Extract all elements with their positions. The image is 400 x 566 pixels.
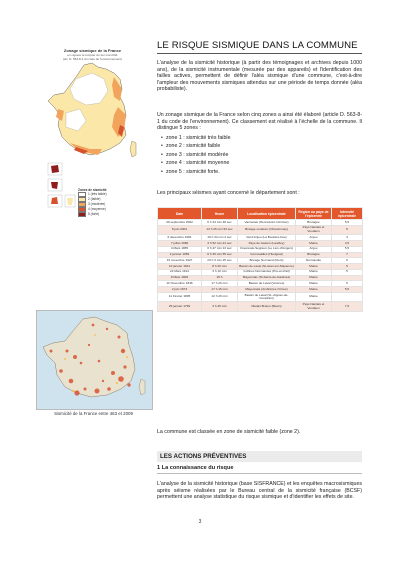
table-header-row xyxy=(158,208,363,220)
page-title: LE RISQUE SISMIQUE DANS LA COMMUNE xyxy=(157,40,358,51)
table-cell: Bassin de Laval (St.-Aignan-de-Couptrain) xyxy=(238,292,296,301)
table-cell: 3 h 10 min xyxy=(202,269,238,275)
table-cell: 8 Mars 1909 xyxy=(158,275,202,281)
table-cell: Bretagne xyxy=(296,220,332,226)
table-cell: 30 septembre 2002 xyxy=(158,220,202,226)
table-row xyxy=(158,302,363,311)
table-cell: 19 h 34 min 4 sec xyxy=(202,235,238,241)
table-cell: 17 h 15 min xyxy=(202,287,238,293)
table-cell: Bretagne xyxy=(296,252,332,258)
zones-list xyxy=(161,134,341,176)
table-cell: Maine xyxy=(296,292,332,301)
table-body xyxy=(158,220,363,312)
table-cell: 5 xyxy=(332,269,363,275)
table-cell: Maine xyxy=(296,281,332,287)
table-cell: 5 xyxy=(332,281,363,287)
table-cell: Anjou xyxy=(296,235,332,241)
list-item: • zone 2 : sismicité faible xyxy=(161,142,341,150)
map-subtitle-2: (art. D. 563-8-1 du code de l'environnement) xyxy=(63,57,122,61)
table-cell: Pays Nantais et Vendéen xyxy=(296,302,332,311)
table-cell: 11 Février 1805 xyxy=(158,292,202,301)
column-header: Date xyxy=(158,208,202,220)
table-cell: 6 h 44 min 48 sec xyxy=(202,220,238,226)
table-cell: Mayennais (Ambrières-Ormes) xyxy=(238,287,296,293)
table-cell: 0 h 47 min 13 sec xyxy=(202,246,238,252)
earthquakes-intro: Les principaux séismes ayant concerné le département sont : xyxy=(157,190,300,196)
table-cell: 7 xyxy=(332,252,363,258)
column-header: Intensité épicentrale xyxy=(332,208,363,220)
table-cell: Cornouailles (Huelgoat) xyxy=(238,252,296,258)
zoning-paragraph: Un zonage sismique de la France selon cinq zones a ainsi été élaboré (article D. 563-8-1 du code de l'environnement). Ce classement est réalisé à l'échelle de la commune. Il distingue 5 zones : xyxy=(157,112,362,132)
table-cell: 19 novembre 1927 xyxy=(158,258,202,264)
table-cell: 6 décembre 1981 xyxy=(158,235,202,241)
section-title: LES ACTIONS PRÉVENTIVES xyxy=(160,453,247,460)
earthquakes-table xyxy=(157,207,363,312)
table-cell: 22 Mars 1914 xyxy=(158,269,202,275)
table-cell: Maine xyxy=(296,264,332,270)
table-cell: Pays Nantais et Vendéen xyxy=(296,225,332,234)
knowledge-paragraph: L'analyse de la sismicité historique (base SISFRANCE) et les enquêtes macrosismiques après séisme réalisées par le Bureau central de la sismicité française (BCSF) permettent une analyse statistique du risque sismique et d'identifier les effets de site. xyxy=(157,481,362,501)
table-cell: Craonnais-Segréen (Le Lion-d'Angers) xyxy=(238,246,296,252)
table-cell: Maine xyxy=(296,269,332,275)
table-cell: Bocage Normand (Flers) xyxy=(238,258,296,264)
table-cell: 25 janvier 1799 xyxy=(158,302,202,311)
table-row xyxy=(158,225,363,234)
table-cell: Bassin de Laval (St-Jean-sur-Mayenne) xyxy=(239,263,294,268)
table-cell: Maine xyxy=(296,240,332,246)
seismicity-map-caption: Sismicité de la France entre 463 et 2009 xyxy=(54,411,133,416)
historical-seismicity-map xyxy=(36,310,153,410)
legend-swatch xyxy=(78,212,86,217)
map-title: Zonage sismique de la France xyxy=(63,48,122,53)
list-item: • zone 5 : sismicité forte. xyxy=(161,168,341,176)
table-cell: 5,5 xyxy=(332,246,363,252)
table-cell: 5 xyxy=(332,264,363,270)
table-cell: Bocage vendéen (Chantonnay) xyxy=(238,225,296,234)
table-cell: Collines Normandes (Pré-en-Pail) xyxy=(238,269,296,275)
page-number: 3 xyxy=(198,519,202,525)
table-cell: 8 h 20 min xyxy=(202,264,238,270)
table-cell xyxy=(332,292,363,301)
table-cell: 6 h 25 min 55 sec xyxy=(202,252,238,258)
table-cell: Val d'Anjou (La Boutière-Fée) xyxy=(238,235,296,241)
table-cell: Bassin de Laval (Vesines) xyxy=(238,281,296,287)
table-row xyxy=(158,292,363,301)
title-underline xyxy=(157,53,362,54)
commune-classification: La commune est classée en zone de sismicité faible (zone 2). xyxy=(157,429,301,435)
table-cell: Mayennais (St-Denis-de-Gastines) xyxy=(238,275,296,281)
subsection-title: 1 La connaissance du risque xyxy=(157,465,234,471)
legend-item xyxy=(78,212,118,217)
table-cell: 4 xyxy=(332,235,363,241)
table-cell: 2 juin 1873 xyxy=(158,287,202,293)
table-cell: Marais Breton (Bouin) xyxy=(238,302,296,311)
table-cell: 8 juin 2001 xyxy=(158,225,202,234)
table-cell: 7 juillet 1980 xyxy=(158,240,202,246)
seismic-zoning-map xyxy=(40,45,145,217)
map-legend xyxy=(78,188,118,217)
legend-title: Zones de sismicité xyxy=(78,188,107,192)
column-header: Région ou pays de l'épicentre xyxy=(296,208,332,220)
column-header: Heure xyxy=(202,208,238,220)
table-cell: Normandie xyxy=(296,258,332,264)
table-cell: 17 h 20 min xyxy=(202,281,238,287)
subsection-rule xyxy=(157,473,362,474)
legend-label: 5 (forte) xyxy=(88,212,100,217)
column-header: Localisation épicentrale xyxy=(238,208,296,220)
list-item: • zone 1 : sismicité très faible xyxy=(161,134,341,142)
legend-label: 1 (très faible) xyxy=(88,192,107,197)
table-cell: Maine xyxy=(296,275,332,281)
intro-paragraph: L'analyse de la sismicité historique (à partir des témoignages et archives depuis 1000 ans), de la sismicité instrumentale (mesurée par des appareils) et l'identification des failles actives, permettent de définir l'aléa sismique d'une commune, c'est-à-dire l'ampleur des mouvements sismiques attendus sur une période de temps donnée (aléa probabiliste). xyxy=(157,60,362,93)
table-cell: 23 h 3 min 25 sec xyxy=(202,258,238,264)
table-cell: 15 h xyxy=(202,275,238,281)
table-cell: Vannetais (Hennebont-Inzinzac) xyxy=(238,220,296,226)
table-cell: 2 janvier 1959 xyxy=(158,252,202,258)
table-cell: 3 h 45 min xyxy=(202,302,238,311)
table-cell: 12 Novembre 1846 xyxy=(158,281,202,287)
table-cell: 5 xyxy=(332,225,363,234)
table-cell: 5,5 xyxy=(332,220,363,226)
legend-label: 3 (modérée) xyxy=(88,202,106,207)
list-item: • zone 3 : sismicité modérée xyxy=(161,151,341,159)
map-subtitle-1: en vigueur à compter du 1er mai 2011 xyxy=(67,53,118,57)
table-cell: 6 xyxy=(332,258,363,264)
legend-label: 2 (faible) xyxy=(88,197,101,202)
table-cell: Anjou xyxy=(296,246,332,252)
table-cell: 7,5 xyxy=(332,302,363,311)
table-cell: 10 janvier 1921 xyxy=(158,264,202,270)
table-cell: 3 h 52 min 21 sec xyxy=(202,240,238,246)
france-seismicity-shape xyxy=(37,311,152,409)
table-cell: 13 h 26 min 53 sec xyxy=(202,225,238,234)
table-cell: 5,5 xyxy=(332,287,363,293)
table-cell: 12 h 20 min xyxy=(202,292,238,301)
list-item: • zone 4 : sismicité moyenne xyxy=(161,159,341,167)
legend-label: 4 (moyenne) xyxy=(88,207,106,212)
section-header xyxy=(157,451,362,462)
table-cell: 4,5 xyxy=(332,240,363,246)
table-cell: 4 Mars 1965 xyxy=(158,246,202,252)
table-cell: Pays de Gaston (Laudley) xyxy=(238,240,296,246)
table-cell: Maine xyxy=(296,287,332,293)
